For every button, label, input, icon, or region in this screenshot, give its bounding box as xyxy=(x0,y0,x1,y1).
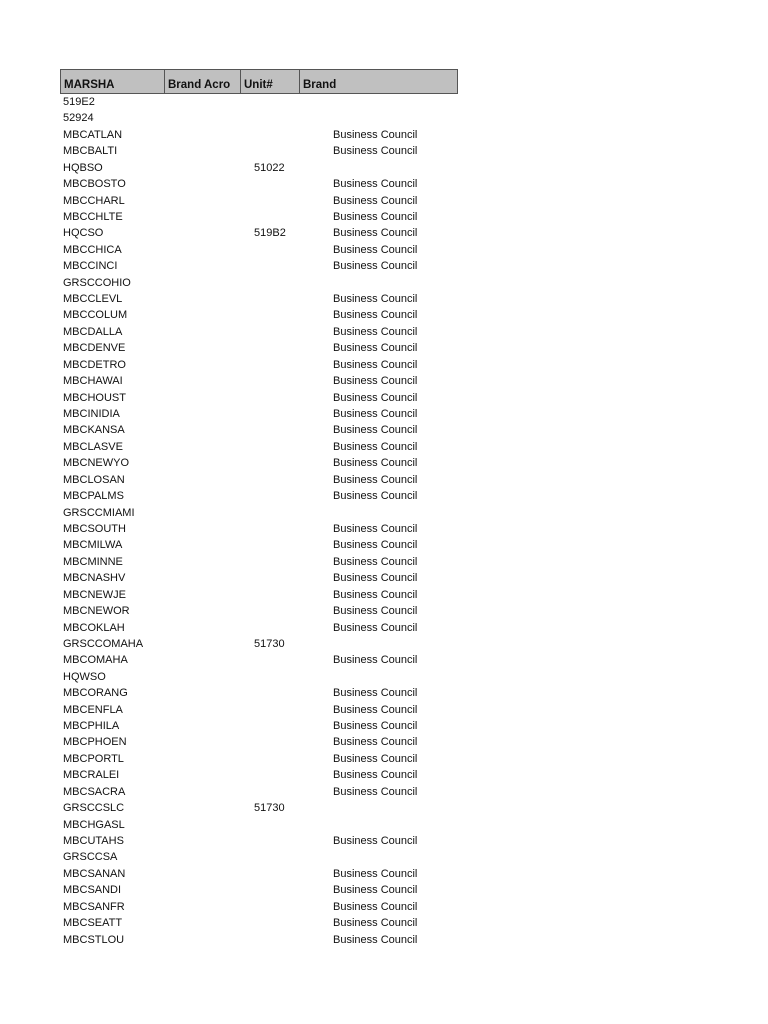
marsha-cell: MBCORANG xyxy=(63,687,128,700)
marsha-cell: HQWSO xyxy=(63,670,106,683)
brand-cell: Business Council xyxy=(333,293,418,306)
brand-cell: Business Council xyxy=(333,736,418,749)
brand-cell: Business Council xyxy=(333,440,418,453)
marsha-cell: MBCNEWOR xyxy=(63,605,130,618)
header-brand: Brand xyxy=(303,79,337,91)
table-row xyxy=(60,127,458,143)
marsha-cell: MBCMILWA xyxy=(63,539,123,552)
table-row xyxy=(60,422,458,438)
table-row xyxy=(60,225,458,241)
marsha-cell: MBCPHOEN xyxy=(63,736,127,749)
marsha-cell: MBCRALEI xyxy=(63,769,120,782)
brand-cell: Business Council xyxy=(333,555,418,568)
marsha-cell: GRSCCOHIO xyxy=(63,276,131,289)
brand-cell: Business Council xyxy=(333,884,418,897)
table-row xyxy=(60,275,458,291)
marsha-cell: GRSCCOMAHA xyxy=(63,637,144,650)
marsha-cell: MBCMINNE xyxy=(63,555,123,568)
table-row xyxy=(60,291,458,307)
unit-cell: 51730 xyxy=(254,637,285,650)
brand-cell: Business Council xyxy=(333,867,418,880)
table-row xyxy=(60,406,458,422)
table-row xyxy=(60,685,458,701)
table-body xyxy=(60,94,458,948)
table-row xyxy=(60,751,458,767)
brand-cell: Business Council xyxy=(333,375,418,388)
marsha-cell: MBCPALMS xyxy=(63,490,124,503)
table-row xyxy=(60,307,458,323)
marsha-cell: GRSCCMIAMI xyxy=(63,506,135,519)
marsha-cell: 52924 xyxy=(63,112,94,125)
brand-cell: Business Council xyxy=(333,572,418,585)
table-row xyxy=(60,110,458,126)
table-row xyxy=(60,784,458,800)
table-row xyxy=(60,702,458,718)
brand-cell: Business Council xyxy=(333,769,418,782)
brand-cell: Business Council xyxy=(333,522,418,535)
brand-cell: Business Council xyxy=(333,605,418,618)
brand-cell: Business Council xyxy=(333,145,418,158)
marsha-cell: MBCCINCI xyxy=(63,260,118,273)
marsha-cell: GRSCCSLC xyxy=(63,802,125,815)
marsha-cell: MBCSANDI xyxy=(63,884,122,897)
table-row xyxy=(60,193,458,209)
table-row xyxy=(60,817,458,833)
marsha-cell: MBCOMAHA xyxy=(63,654,128,667)
table-row xyxy=(60,570,458,586)
marsha-cell: MBCSACRA xyxy=(63,785,126,798)
table-row xyxy=(60,488,458,504)
marsha-cell: MBCLASVE xyxy=(63,440,123,453)
table-row xyxy=(60,324,458,340)
brand-cell: Business Council xyxy=(333,539,418,552)
marsha-cell: MBCPORTL xyxy=(63,752,124,765)
marsha-cell: MBCNEWJE xyxy=(63,588,126,601)
brand-cell: Business Council xyxy=(333,752,418,765)
marsha-cell: HQBSO xyxy=(63,161,103,174)
marsha-cell: MBCCHLTE xyxy=(63,210,123,223)
table-row xyxy=(60,340,458,356)
table-row xyxy=(60,357,458,373)
table-row xyxy=(60,915,458,931)
table-row xyxy=(60,505,458,521)
brand-cell: Business Council xyxy=(333,473,418,486)
brand-cell: Business Council xyxy=(333,408,418,421)
marsha-cell: MBCNASHV xyxy=(63,572,126,585)
table-row xyxy=(60,603,458,619)
spreadsheet-table xyxy=(60,69,458,948)
table-row xyxy=(60,373,458,389)
brand-cell: Business Council xyxy=(333,785,418,798)
marsha-cell: MBCBOSTO xyxy=(63,178,126,191)
marsha-cell: MBCSANAN xyxy=(63,867,126,880)
marsha-cell: MBCATLAN xyxy=(63,128,123,141)
marsha-cell: MBCDALLA xyxy=(63,325,123,338)
header-unit: Unit# xyxy=(241,70,300,93)
marsha-cell: MBCSANFR xyxy=(63,900,125,913)
table-row xyxy=(60,521,458,537)
brand-cell: Business Council xyxy=(333,243,418,256)
table-row xyxy=(60,620,458,636)
table-row xyxy=(60,94,458,110)
brand-cell: Business Council xyxy=(333,260,418,273)
marsha-cell: MBCCOLUM xyxy=(63,309,128,322)
table-row xyxy=(60,849,458,865)
brand-cell: Business Council xyxy=(333,325,418,338)
brand-cell: Business Council xyxy=(333,342,418,355)
table-header-row xyxy=(60,69,458,94)
brand-cell: Business Council xyxy=(333,210,418,223)
brand-cell: Business Council xyxy=(333,720,418,733)
table-row xyxy=(60,160,458,176)
marsha-cell: MBCCLEVL xyxy=(63,293,123,306)
marsha-cell: GRSCCSA xyxy=(63,851,118,864)
brand-cell: Business Council xyxy=(333,588,418,601)
brand-cell: Business Council xyxy=(333,687,418,700)
marsha-cell: MBCSTLOU xyxy=(63,933,125,946)
table-row xyxy=(60,636,458,652)
table-row xyxy=(60,143,458,159)
table-row xyxy=(60,439,458,455)
marsha-cell: MBCHAWAI xyxy=(63,375,123,388)
marsha-cell: MBCLOSAN xyxy=(63,473,125,486)
marsha-cell: MBCCHARL xyxy=(63,194,125,207)
table-row xyxy=(60,932,458,948)
marsha-cell: MBCHOUST xyxy=(63,391,126,404)
table-row xyxy=(60,652,458,668)
brand-cell: Business Council xyxy=(333,490,418,503)
table-row xyxy=(60,176,458,192)
brand-cell: Business Council xyxy=(333,128,418,141)
table-row xyxy=(60,209,458,225)
table-row xyxy=(60,472,458,488)
marsha-cell: MBCUTAHS xyxy=(63,834,124,847)
marsha-cell: MBCENFLA xyxy=(63,703,123,716)
table-row xyxy=(60,718,458,734)
brand-cell: Business Council xyxy=(333,358,418,371)
brand-cell: Business Council xyxy=(333,621,418,634)
brand-cell: Business Council xyxy=(333,834,418,847)
header-brand-acro: Brand Acro xyxy=(165,70,241,93)
header-marsha: MARSHA xyxy=(61,70,165,93)
marsha-cell: MBCDENVE xyxy=(63,342,126,355)
marsha-cell: MBCKANSA xyxy=(63,424,125,437)
unit-cell: 51730 xyxy=(254,802,285,815)
marsha-cell: MBCBALTI xyxy=(63,145,118,158)
table-row xyxy=(60,455,458,471)
marsha-cell: MBCPHILA xyxy=(63,720,120,733)
marsha-cell: MBCNEWYO xyxy=(63,457,129,470)
brand-cell: Business Council xyxy=(333,933,418,946)
brand-cell: Business Council xyxy=(333,917,418,930)
marsha-cell: MBCHGASL xyxy=(63,818,125,831)
table-row xyxy=(60,242,458,258)
unit-cell: 519B2 xyxy=(254,227,286,240)
table-row xyxy=(60,866,458,882)
table-row xyxy=(60,554,458,570)
marsha-cell: MBCCHICA xyxy=(63,243,122,256)
marsha-cell: 519E2 xyxy=(63,96,95,108)
table-row xyxy=(60,537,458,553)
table-row xyxy=(60,734,458,750)
table-row xyxy=(60,258,458,274)
brand-cell: Business Council xyxy=(333,309,418,322)
marsha-cell: MBCSEATT xyxy=(63,917,123,930)
unit-cell: 51022 xyxy=(254,161,285,174)
brand-cell: Business Council xyxy=(333,194,418,207)
marsha-cell: HQCSO xyxy=(63,227,104,240)
table-row xyxy=(60,833,458,849)
table-row xyxy=(60,800,458,816)
brand-cell: Business Council xyxy=(333,178,418,191)
table-row xyxy=(60,899,458,915)
brand-cell: Business Council xyxy=(333,457,418,470)
table-row xyxy=(60,767,458,783)
brand-cell: Business Council xyxy=(333,391,418,404)
marsha-cell: MBCSOUTH xyxy=(63,522,126,535)
table-row xyxy=(60,390,458,406)
table-row xyxy=(60,587,458,603)
brand-cell: Business Council xyxy=(333,703,418,716)
brand-cell: Business Council xyxy=(333,227,418,240)
table-row xyxy=(60,669,458,685)
brand-cell: Business Council xyxy=(333,654,418,667)
brand-cell: Business Council xyxy=(333,900,418,913)
table-row xyxy=(60,882,458,898)
marsha-cell: MBCOKLAH xyxy=(63,621,125,634)
brand-cell: Business Council xyxy=(333,424,418,437)
marsha-cell: MBCDETRO xyxy=(63,358,126,371)
marsha-cell: MBCINIDIA xyxy=(63,408,120,421)
